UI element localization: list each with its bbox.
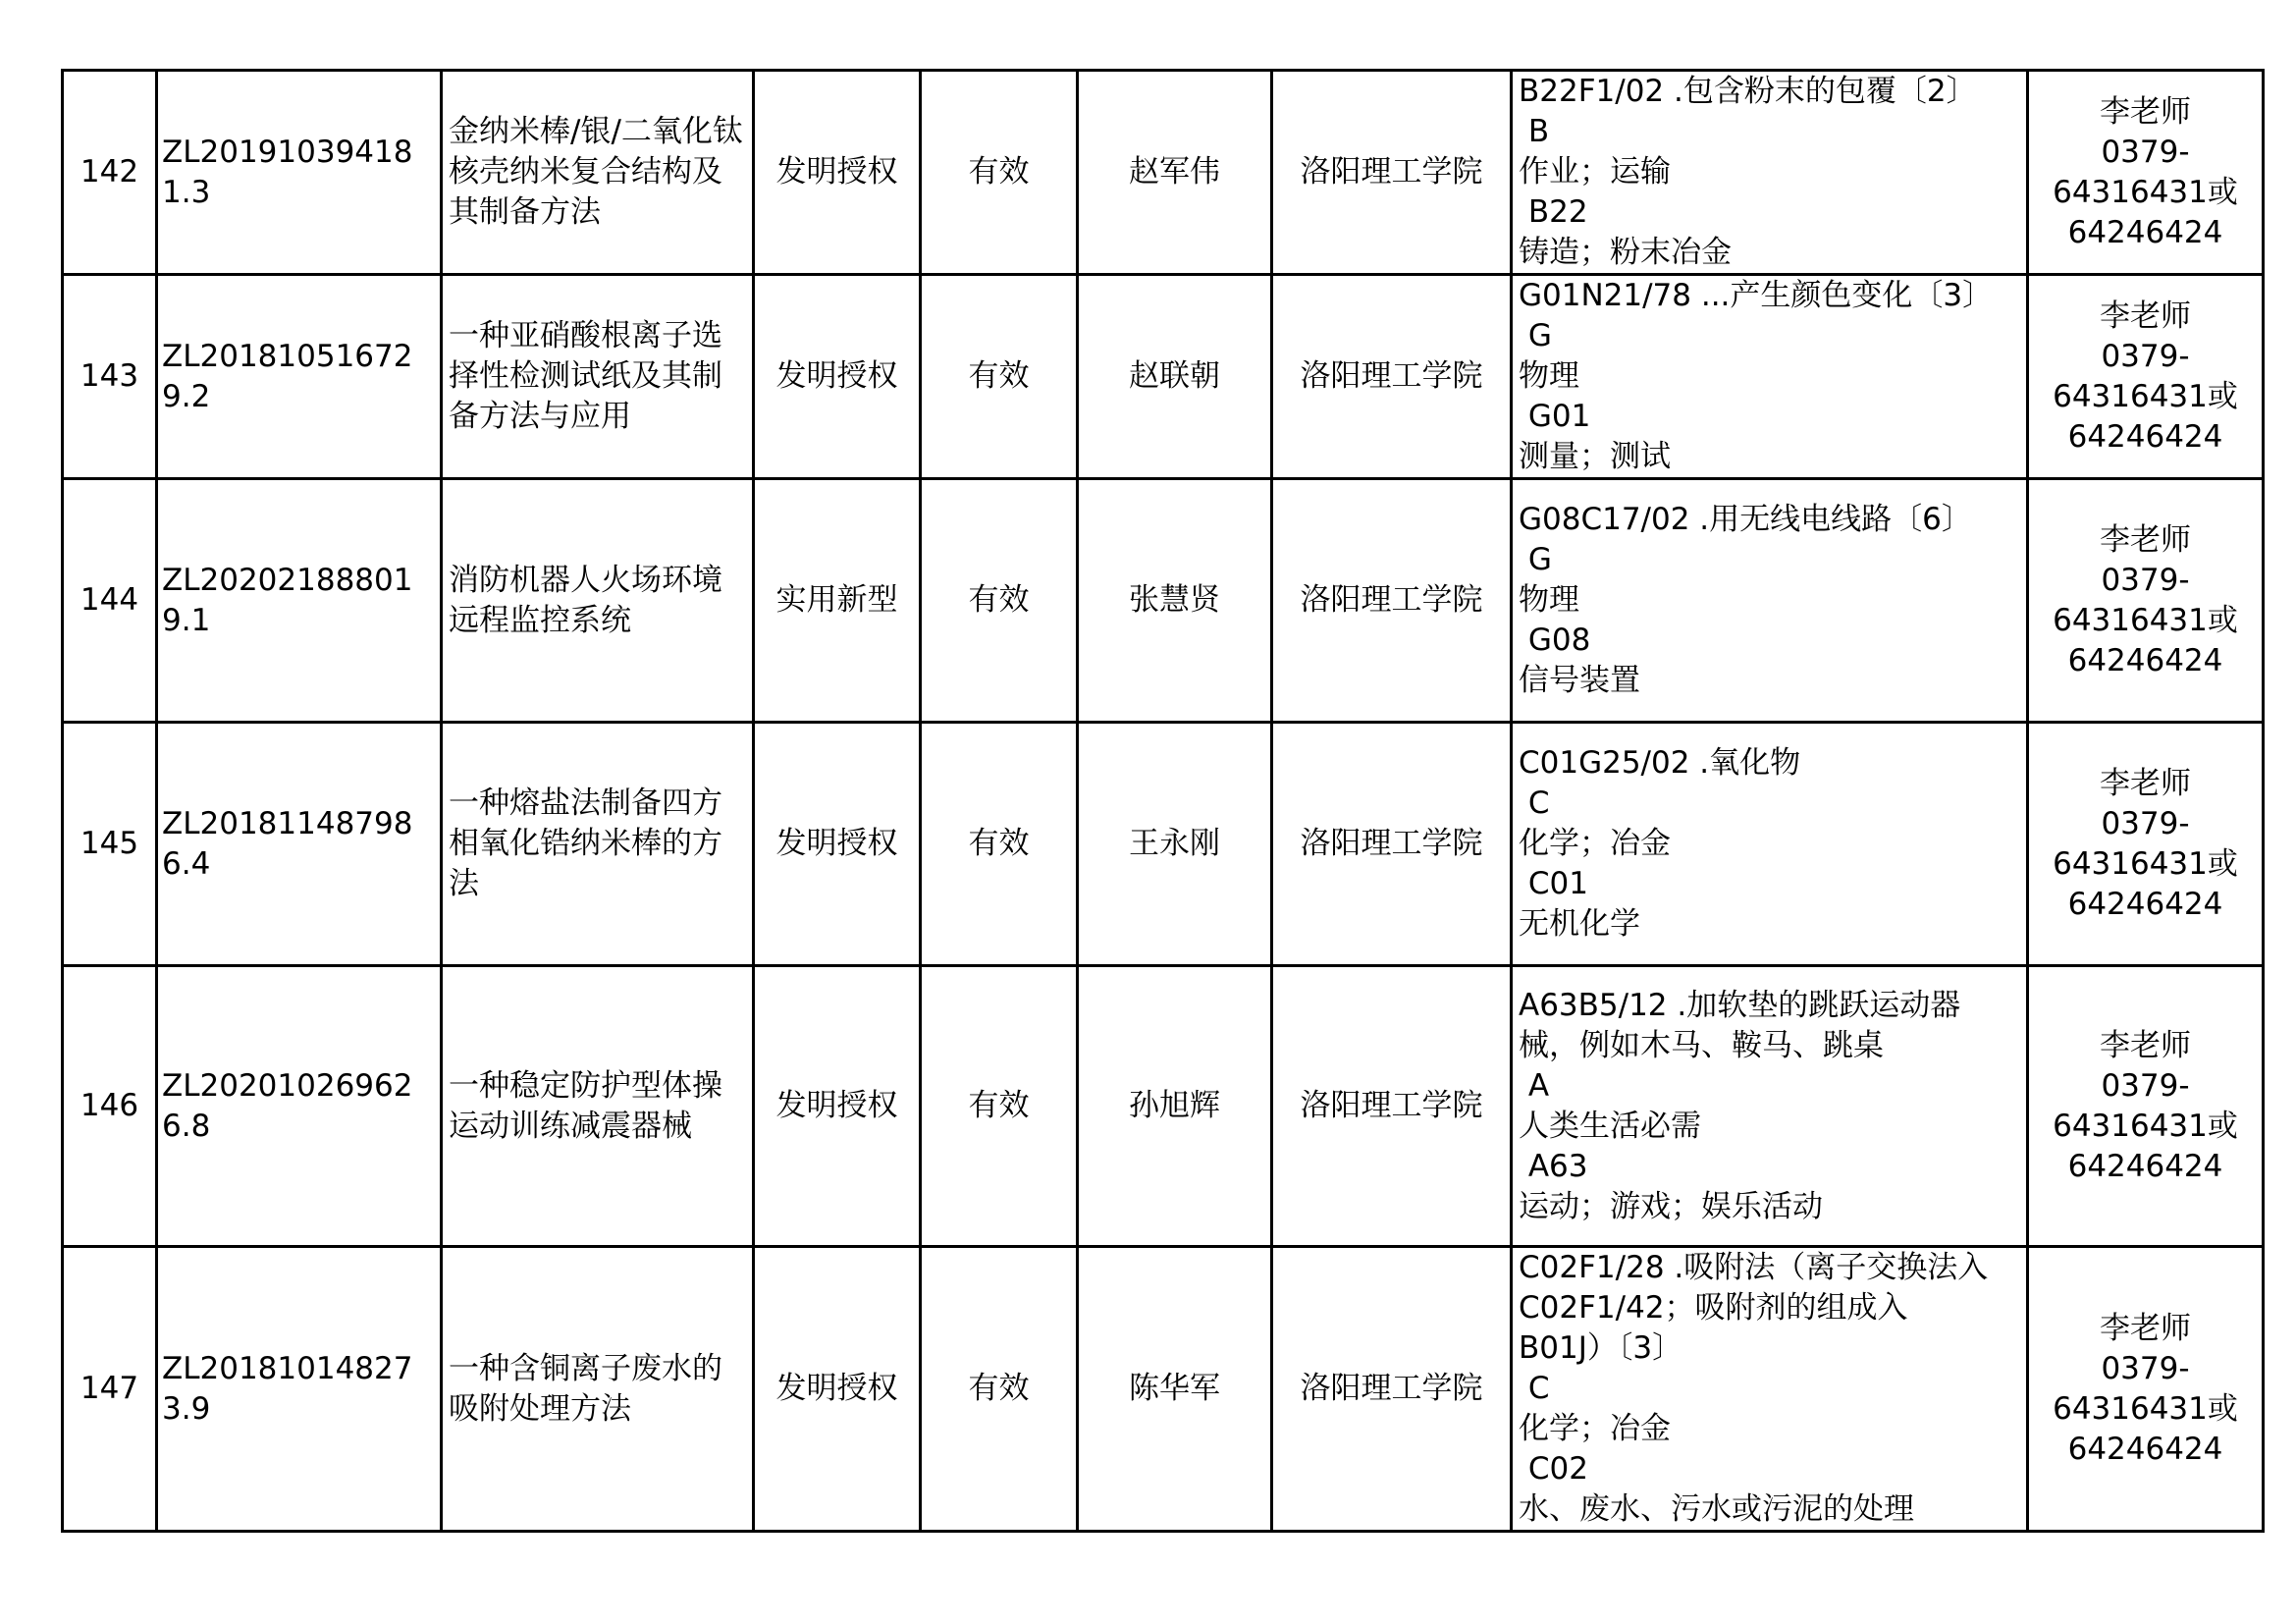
patent-number-cell: ZL201810148273.9 xyxy=(157,1247,442,1532)
patent-title-cell: 一种稳定防护型体操运动训练减震器械 xyxy=(442,966,754,1247)
row-number-cell: 147 xyxy=(63,1247,157,1532)
contact-line: 李老师 xyxy=(2100,521,2191,558)
classification-line: 运动；游戏；娱乐活动 xyxy=(1519,1188,1823,1224)
legal-status-cell: 有效 xyxy=(921,1247,1078,1532)
classification-line: A xyxy=(1519,1067,1550,1104)
classification-line: 水、废水、污水或污泥的处理 xyxy=(1519,1491,1914,1527)
patent-table xyxy=(61,69,2265,1533)
classification-line: B22 xyxy=(1519,194,1588,230)
classification-line: B01J）〔3〕 xyxy=(1519,1330,1683,1366)
patent-title-cell: 消防机器人火场环境远程监控系统 xyxy=(442,479,754,723)
classification-line: C02F1/42；吸附剂的组成入 xyxy=(1519,1290,1908,1326)
patent-title-cell: 金纳米棒/银/二氧化钛核壳纳米复合结构及其制备方法 xyxy=(442,71,754,275)
classification-cell xyxy=(1512,966,2028,1247)
contact-cell xyxy=(2028,479,2264,723)
contact-line: 0379- xyxy=(2101,805,2190,841)
classification-line: C02 xyxy=(1519,1451,1588,1487)
classification-line: 无机化学 xyxy=(1519,906,1640,942)
patent-type-cell: 发明授权 xyxy=(754,71,921,275)
classification-line: 化学；冶金 xyxy=(1519,1411,1671,1446)
patent-type-cell: 发明授权 xyxy=(754,966,921,1247)
contact-line: 64246424 xyxy=(2067,214,2223,250)
patent-title-cell: 一种亚硝酸根离子选择性检测试纸及其制备方法与应用 xyxy=(442,275,754,479)
contact-line: 0379- xyxy=(2101,338,2190,374)
contact-line: 0379- xyxy=(2101,1067,2190,1104)
classification-line: 测量；测试 xyxy=(1519,439,1671,474)
inventor-cell: 陈华军 xyxy=(1078,1247,1272,1532)
patent-number-cell: ZL201910394181.3 xyxy=(157,71,442,275)
table-body xyxy=(63,71,2264,1532)
contact-line: 64316431或 xyxy=(2053,174,2238,210)
contact-line: 0379- xyxy=(2101,134,2190,170)
row-number-cell: 144 xyxy=(63,479,157,723)
classification-line: C xyxy=(1519,785,1550,821)
patent-holder-cell: 洛阳理工学院 xyxy=(1272,1247,1512,1532)
table-row xyxy=(63,275,2264,479)
patent-number-cell: ZL202010269626.8 xyxy=(157,966,442,1247)
contact-line: 64316431或 xyxy=(2053,378,2238,414)
contact-line: 0379- xyxy=(2101,1350,2190,1386)
row-number-cell: 146 xyxy=(63,966,157,1247)
table-row xyxy=(63,723,2264,966)
legal-status-cell: 有效 xyxy=(921,275,1078,479)
classification-cell xyxy=(1512,1247,2028,1532)
contact-line: 李老师 xyxy=(2100,765,2191,801)
patent-title-cell: 一种含铜离子废水的吸附处理方法 xyxy=(442,1247,754,1532)
patent-type-cell: 发明授权 xyxy=(754,723,921,966)
patent-holder-cell: 洛阳理工学院 xyxy=(1272,275,1512,479)
classification-line: 信号装置 xyxy=(1519,663,1640,698)
classification-line: C01 xyxy=(1519,866,1588,901)
patent-number-cell: ZL201811487986.4 xyxy=(157,723,442,966)
legal-status-cell: 有效 xyxy=(921,479,1078,723)
classification-cell xyxy=(1512,479,2028,723)
contact-line: 64246424 xyxy=(2067,642,2223,678)
contact-line: 李老师 xyxy=(2100,1027,2191,1063)
classification-cell xyxy=(1512,71,2028,275)
contact-line: 64246424 xyxy=(2067,1148,2223,1184)
classification-line: G08 xyxy=(1519,623,1591,658)
patent-type-cell: 发明授权 xyxy=(754,275,921,479)
classification-line: G08C17/02 .用无线电线路〔6〕 xyxy=(1519,502,1972,537)
contact-cell xyxy=(2028,275,2264,479)
classification-line: 铸造；粉末冶金 xyxy=(1519,235,1732,270)
inventor-cell: 张慧贤 xyxy=(1078,479,1272,723)
contact-cell xyxy=(2028,966,2264,1247)
patent-holder-cell: 洛阳理工学院 xyxy=(1272,723,1512,966)
table-row xyxy=(63,479,2264,723)
classification-line: B xyxy=(1519,114,1550,149)
classification-cell xyxy=(1512,275,2028,479)
classification-line: 械，例如木马、鞍马、跳桌 xyxy=(1519,1027,1884,1063)
classification-line: C02F1/28 .吸附法（离子交换法入 xyxy=(1519,1250,1989,1285)
contact-line: 64246424 xyxy=(2067,1431,2223,1467)
classification-line: G xyxy=(1519,318,1552,353)
contact-cell xyxy=(2028,723,2264,966)
inventor-cell: 赵联朝 xyxy=(1078,275,1272,479)
classification-line: A63 xyxy=(1519,1148,1588,1184)
patent-holder-cell: 洛阳理工学院 xyxy=(1272,966,1512,1247)
contact-line: 0379- xyxy=(2101,562,2190,598)
classification-line: A63B5/12 .加软垫的跳跃运动器 xyxy=(1519,987,1961,1023)
patent-type-cell: 实用新型 xyxy=(754,479,921,723)
table-row xyxy=(63,966,2264,1247)
contact-line: 64246424 xyxy=(2067,886,2223,922)
patent-holder-cell: 洛阳理工学院 xyxy=(1272,479,1512,723)
patent-number-cell: ZL201810516729.2 xyxy=(157,275,442,479)
classification-line: 化学；冶金 xyxy=(1519,826,1671,861)
patent-holder-cell: 洛阳理工学院 xyxy=(1272,71,1512,275)
contact-cell xyxy=(2028,71,2264,275)
legal-status-cell: 有效 xyxy=(921,71,1078,275)
patent-title-cell: 一种熔盐法制备四方相氧化锆纳米棒的方法 xyxy=(442,723,754,966)
classification-line: 作业；运输 xyxy=(1519,154,1671,189)
inventor-cell: 孙旭辉 xyxy=(1078,966,1272,1247)
inventor-cell: 赵军伟 xyxy=(1078,71,1272,275)
classification-line: 物理 xyxy=(1519,358,1579,394)
table-row xyxy=(63,1247,2264,1532)
contact-line: 64316431或 xyxy=(2053,845,2238,882)
classification-line: G01N21/78 ...产生颜色变化〔3〕 xyxy=(1519,278,1994,313)
classification-line: 物理 xyxy=(1519,582,1579,618)
classification-line: C xyxy=(1519,1371,1550,1406)
contact-line: 64316431或 xyxy=(2053,1390,2238,1427)
classification-line: B22F1/02 .包含粉末的包覆〔2〕 xyxy=(1519,74,1977,109)
legal-status-cell: 有效 xyxy=(921,966,1078,1247)
contact-line: 李老师 xyxy=(2100,298,2191,334)
classification-line: G01 xyxy=(1519,399,1591,434)
classification-line: 人类生活必需 xyxy=(1519,1108,1701,1144)
row-number-cell: 145 xyxy=(63,723,157,966)
classification-line: C01G25/02 .氧化物 xyxy=(1519,745,1801,781)
classification-line: G xyxy=(1519,542,1552,577)
contact-line: 李老师 xyxy=(2100,1310,2191,1346)
table-row xyxy=(63,71,2264,275)
patent-type-cell: 发明授权 xyxy=(754,1247,921,1532)
legal-status-cell: 有效 xyxy=(921,723,1078,966)
classification-cell xyxy=(1512,723,2028,966)
contact-line: 64316431或 xyxy=(2053,602,2238,638)
row-number-cell: 142 xyxy=(63,71,157,275)
inventor-cell: 王永刚 xyxy=(1078,723,1272,966)
contact-cell xyxy=(2028,1247,2264,1532)
row-number-cell: 143 xyxy=(63,275,157,479)
contact-line: 64316431或 xyxy=(2053,1108,2238,1144)
contact-line: 李老师 xyxy=(2100,93,2191,130)
contact-line: 64246424 xyxy=(2067,418,2223,455)
patent-number-cell: ZL202021888019.1 xyxy=(157,479,442,723)
